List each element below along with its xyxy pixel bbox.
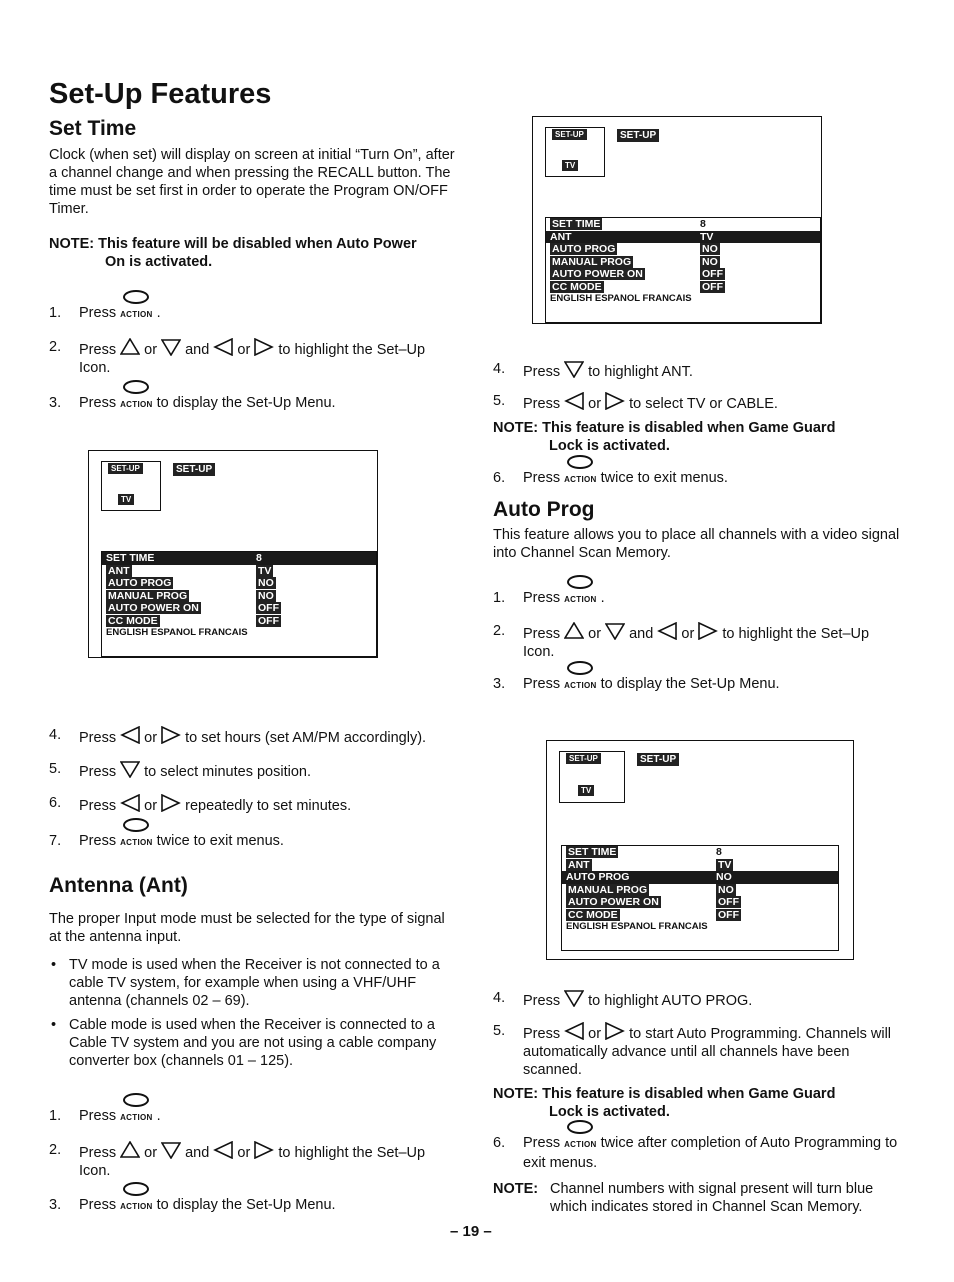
set-time-step-7: 7. Press ACTION twice to exit menus. (49, 832, 461, 852)
channel-up-icon (120, 338, 140, 356)
antenna-bullet-2: • Cable mode is used when the Receiver is connected to a Cable TV system and you are not using a cable company converter box (channels 01 – 125). (51, 1017, 437, 1069)
channel-down-icon (605, 622, 625, 640)
set-time-step-2: 2. Press or and or to highlight the Set–Up Icon. (49, 339, 426, 376)
action-button-icon: ACTION (120, 834, 152, 852)
antenna-bullet-1: • TV mode is used when the Receiver is not connected to a cable TV system, for example when using a VHF/UHF antenna (channels 02 – 69). (51, 957, 440, 1009)
set-time-step-6: 6. Press or repeatedly to set minutes. (49, 795, 352, 814)
menu-row-set-time: SET TIME 8 (568, 846, 722, 858)
volume-down-icon (564, 392, 584, 410)
channel-up-icon (564, 622, 584, 640)
auto-prog-step-4: 4. Press to highlight AUTO PROG. (493, 990, 753, 1009)
action-button-icon: ACTION (564, 591, 596, 609)
antenna-step-1: 1. Press ACTION . (49, 1107, 461, 1127)
volume-up-icon (254, 338, 274, 356)
set-time-step-1: 1. Press ACTION . (49, 304, 459, 324)
setup-header: SET-UP (637, 753, 679, 766)
set-time-heading: Set Time (49, 117, 137, 140)
menu-row-manual-prog: MANUAL PROG NO (568, 883, 734, 896)
channel-down-icon (161, 1141, 181, 1159)
menu-row-cc-mode: CC MODE OFF (568, 908, 739, 921)
setup-menu-screen-1 (88, 450, 378, 658)
volume-up-icon (254, 1141, 274, 1159)
menu-row-set-time: SET TIME 8 (102, 552, 376, 565)
menu-row-manual-prog: MANUAL PROG NO (552, 255, 718, 268)
menu-row-language: ENGLISH ESPANOL FRANCAIS (106, 627, 248, 638)
volume-down-icon (120, 726, 140, 744)
setup-icon: SET-UP TV (559, 751, 625, 803)
channel-up-icon (120, 1141, 140, 1159)
setup-icon: SET-UP TV (545, 127, 605, 177)
volume-up-icon (605, 1022, 625, 1040)
menu-row-auto-power-on: AUTO POWER ON OFF (552, 268, 723, 280)
menu-row-auto-prog: AUTO PROG NO (562, 871, 838, 884)
volume-down-icon (564, 1022, 584, 1040)
antenna-step-5: 5. Press or to select TV or CABLE. (493, 393, 778, 412)
antenna-paragraph: The proper Input mode must be selected for the type of signal at the antenna input. (49, 911, 445, 945)
menu-row-auto-power-on: AUTO POWER ON OFF (568, 896, 739, 908)
action-button-icon: ACTION (564, 677, 596, 695)
antenna-note: NOTE: This feature is disabled when Game Guard Lock is activated. (493, 420, 836, 454)
volume-down-icon (120, 794, 140, 812)
action-button-icon: ACTION (564, 1136, 596, 1154)
auto-prog-step-6: 6. Press ACTION twice after completion of Auto Programming to exit menus. (493, 1134, 905, 1172)
set-time-note: NOTE: This feature will be disabled when Auto Power On is activated. (49, 236, 417, 270)
set-time-paragraph: Clock (when set) will display on screen at initial “Turn On”, after a channel change and when pressing the RECALL button. The time must be set first in order to operate the Program ON/OFF Timer. (49, 147, 455, 217)
auto-prog-step-1: 1. Press ACTION . (493, 589, 905, 609)
antenna-step-2: 2. Press or and or to highlight the Set–Up Icon. (49, 1142, 426, 1179)
channel-down-icon (564, 360, 584, 378)
setup-header: SET-UP (173, 463, 215, 476)
volume-down-icon (213, 1141, 233, 1159)
menu-row-auto-power-on: AUTO POWER ON OFF (108, 602, 279, 614)
auto-prog-note: NOTE: This feature is disabled when Game Guard Lock is activated. (493, 1086, 836, 1120)
auto-prog-step-5: 5. Press or to start Auto Programming. Channels will automatically advance until all channels have been scanned. (493, 1023, 892, 1078)
action-button-icon: ACTION (120, 1198, 152, 1216)
set-time-step-3: 3. Press ACTION to display the Set-Up Menu. (49, 394, 461, 414)
channel-down-icon (161, 338, 181, 356)
auto-prog-step-2: 2. Press or and or to highlight the Set–Up Icon. (493, 623, 870, 660)
auto-prog-final-note: NOTE: Channel numbers with signal present will turn blue which indicates stored in Channel Scan Memory. (493, 1181, 874, 1215)
action-button-icon: ACTION (564, 471, 596, 489)
channel-down-icon (120, 760, 140, 778)
volume-up-icon (161, 726, 181, 744)
setup-menu-screen-2 (532, 116, 822, 324)
volume-up-icon (161, 794, 181, 812)
volume-down-icon (657, 622, 677, 640)
antenna-step-3: 3. Press ACTION to display the Set-Up Menu. (49, 1196, 461, 1216)
antenna-step-6: 6. Press ACTION twice to exit menus. (493, 469, 905, 489)
menu-row-cc-mode: CC MODE OFF (552, 280, 723, 293)
antenna-step-4: 4. Press to highlight ANT. (493, 361, 693, 380)
antenna-heading: Antenna (Ant) (49, 874, 188, 897)
volume-down-icon (213, 338, 233, 356)
page-title: Set-Up Features (49, 78, 272, 110)
setup-menu-list (545, 217, 821, 323)
set-time-step-5: 5. Press to select minutes position. (49, 761, 311, 780)
menu-row-language: ENGLISH ESPANOL FRANCAIS (566, 921, 708, 932)
menu-row-language: ENGLISH ESPANOL FRANCAIS (550, 293, 692, 304)
volume-up-icon (605, 392, 625, 410)
volume-up-icon (698, 622, 718, 640)
menu-row-ant: ANT TV (546, 231, 820, 244)
menu-row-set-time: SET TIME 8 (552, 218, 706, 230)
page-number: – 19 – (450, 1223, 492, 1240)
setup-menu-list (101, 551, 377, 657)
menu-row-auto-prog: AUTO PROG NO (552, 243, 718, 255)
action-button-icon: ACTION (120, 396, 152, 414)
action-button-icon: ACTION (120, 306, 152, 324)
action-button-icon: ACTION (120, 1109, 152, 1127)
menu-row-manual-prog: MANUAL PROG NO (108, 589, 274, 602)
setup-menu-list (561, 845, 839, 951)
menu-row-ant: ANT TV (108, 564, 272, 577)
setup-menu-screen-3 (546, 740, 854, 960)
setup-header: SET-UP (617, 129, 659, 142)
auto-prog-heading: Auto Prog (493, 498, 595, 521)
auto-prog-paragraph: This feature allows you to place all channels with a video signal into Channel Scan Memory. (493, 527, 900, 561)
auto-prog-step-3: 3. Press ACTION to display the Set-Up Menu. (493, 675, 905, 695)
setup-icon: SET-UP TV (101, 461, 161, 511)
menu-row-auto-prog: AUTO PROG NO (108, 577, 274, 589)
channel-down-icon (564, 989, 584, 1007)
set-time-step-4: 4. Press or to set hours (set AM/PM accordingly). (49, 727, 427, 746)
menu-row-ant: ANT TV (568, 858, 732, 871)
menu-row-cc-mode: CC MODE OFF (108, 614, 279, 627)
